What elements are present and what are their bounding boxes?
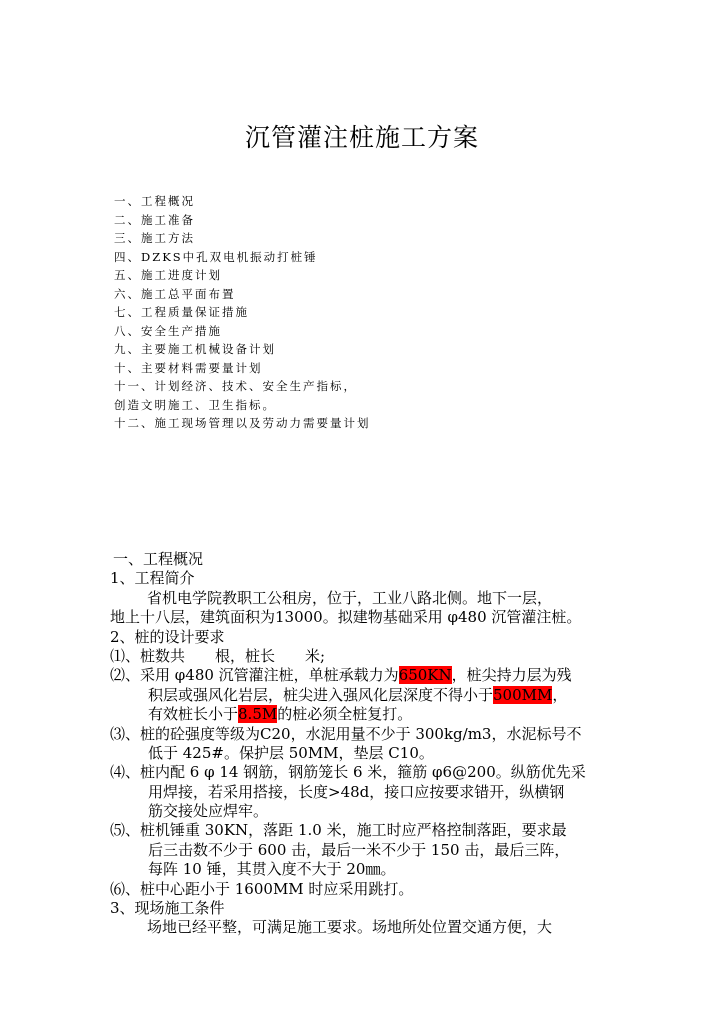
requirement-line: 低于 425#。保护层 50MM，垫层 C10。 (148, 743, 434, 762)
text-run: ⑵、采用 φ480 沉管灌注桩，单桩承载力为 (110, 666, 399, 685)
subsection-heading: 2、桩的设计要求 (110, 627, 225, 646)
toc-item: 七、工程质量保证措施 (114, 305, 249, 319)
requirement-line: ⑷、桩内配 6 φ 14 钢筋，钢筋笼长 6 米，箍筋 φ6@200。纵筋优先采 (110, 763, 586, 782)
toc-item: 四、DZKS中孔双电机振动打桩锤 (114, 249, 318, 264)
toc-item: 二、施工准备 (114, 212, 195, 227)
requirement-line: 后三击数不少于 600 击，最后一米不少于 150 击，最后三阵， (148, 840, 570, 859)
toc-item: 八、安全生产措施 (114, 323, 222, 338)
toc-item: 六、施工总平面布置 (114, 286, 236, 301)
toc-item: 十、主要材料需要量计划 (114, 360, 263, 375)
requirement-line: ⑹、桩中心距小于 1600MM 时应采用跳打。 (110, 879, 414, 898)
highlighted-value: 500MM (493, 685, 553, 704)
toc-item: 十一、计划经济、技术、安全生产指标， (114, 379, 357, 393)
highlighted-value: 8.5M (238, 705, 278, 724)
section-heading: 一、工程概况 (113, 550, 204, 568)
text-run: 积层或强风化岩层，桩尖进入强风化层深度不得小于 (148, 685, 494, 704)
paragraph-line: 地上十八层，建筑面积为13000。拟建物基础采用 φ480 沉管灌注桩。 (110, 608, 582, 627)
requirement-line: 用焊接，若采用搭接，长度>48d，接口应按要求错开，纵横钢 (148, 782, 565, 801)
toc-item: 十二、施工现场管理以及劳动力需要量计划 (114, 416, 371, 430)
toc-item: 三、施工方法 (114, 231, 195, 245)
document-title: 沉管灌注桩施工方案 (244, 123, 479, 152)
toc-item: 九、主要施工机械设备计划 (114, 342, 276, 356)
text-run: ，桩尖持力层为残 (451, 666, 572, 685)
subsection-heading: 1、工程简介 (110, 569, 195, 588)
paragraph-line: 场地已经平整，可满足施工要求。场地所处位置交通方便，大 (147, 918, 553, 937)
requirement-line: ⑸、桩机锤重 30KN，落距 1.0 米，施工时应严格控制落距，要求最 (110, 821, 567, 840)
text-run: ， (552, 685, 568, 704)
requirement-line: 筋交接处应焊牢。 (148, 802, 269, 821)
requirement-line (110, 705, 630, 724)
requirement-line (110, 686, 630, 705)
subsection-heading: 3、现场施工条件 (110, 899, 225, 918)
highlighted-value: 650KN (398, 666, 452, 685)
text-run: 的桩必须全桩复打。 (277, 705, 413, 724)
requirement-line: ⑶、桩的砼强度等级为C20，水泥用量不少于 300kg/m3，水泥标号不 (110, 724, 582, 743)
requirement-line (110, 666, 630, 685)
requirement-line: 每阵 10 锤，其贯入度不大于 20㎜。 (148, 860, 396, 879)
toc-item: 创造文明施工、卫生指标。 (114, 397, 276, 412)
text-run: 有效桩长小于 (148, 705, 239, 724)
section-overview (110, 550, 630, 938)
table-of-contents (114, 192, 371, 433)
toc-item: 五、施工进度计划 (114, 268, 222, 282)
toc-item: 一、工程概况 (114, 194, 195, 208)
requirement-line: ⑴、桩数共 根，桩长 米; (110, 646, 326, 665)
paragraph-line: 省机电学院教职工公租房，位于，工业八路北侧。地下一层， (147, 588, 553, 607)
